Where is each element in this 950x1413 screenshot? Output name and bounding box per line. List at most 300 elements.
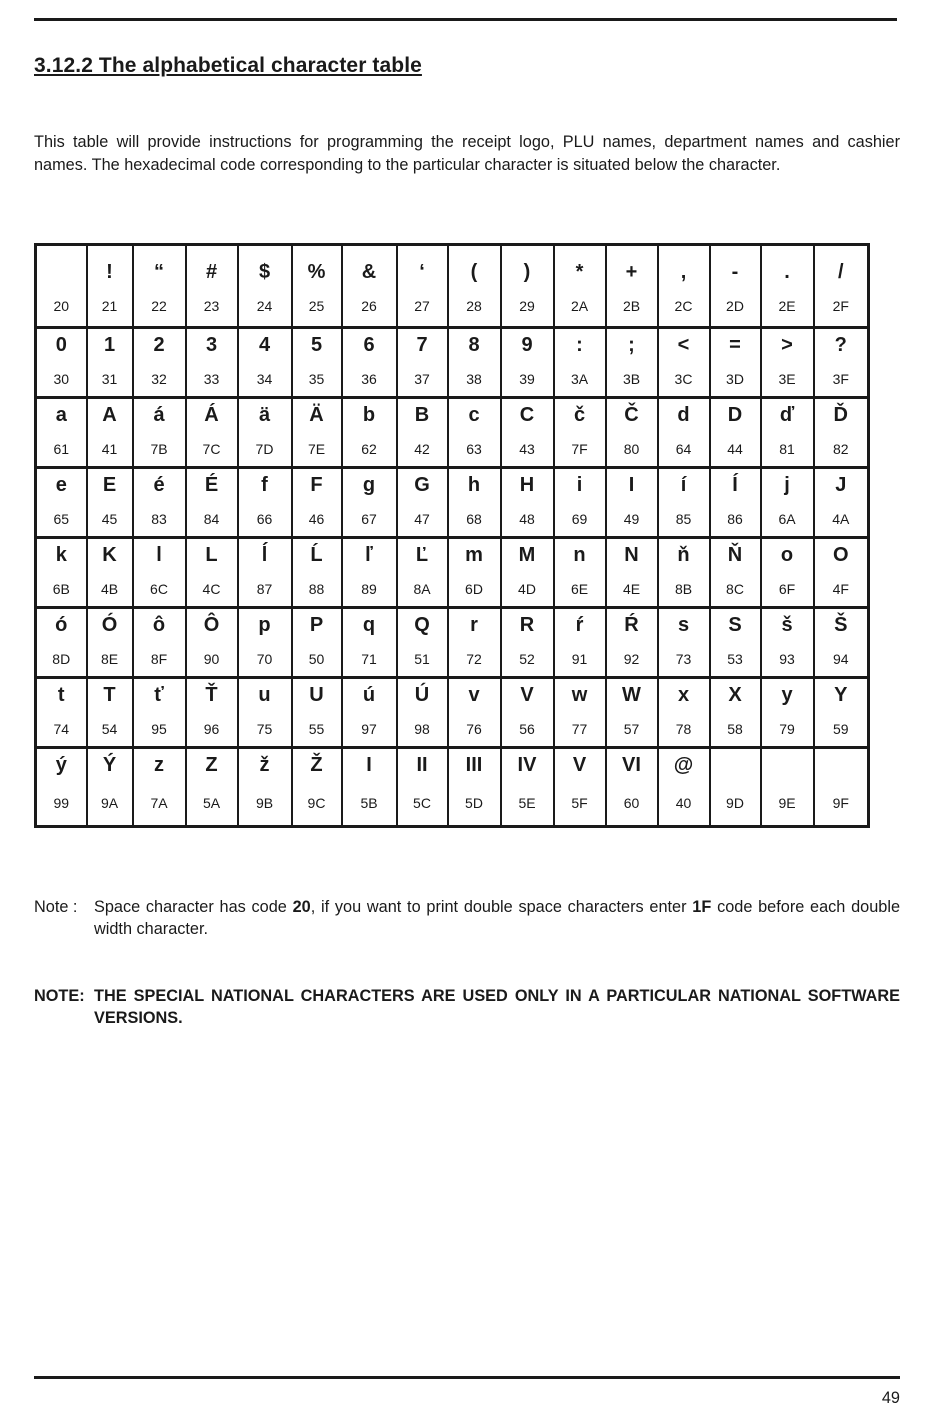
character-glyph: Š bbox=[834, 614, 848, 636]
character-cell bbox=[238, 328, 292, 398]
character-cell bbox=[761, 678, 814, 748]
character-glyph: á bbox=[153, 404, 165, 426]
character-glyph: ŕ bbox=[575, 614, 584, 636]
character-glyph: Ô bbox=[203, 614, 220, 636]
character-cell bbox=[814, 748, 869, 827]
character-cell bbox=[448, 748, 501, 827]
character-glyph: IV bbox=[517, 754, 537, 776]
hex-code: 49 bbox=[623, 511, 640, 527]
hex-code: 83 bbox=[151, 511, 167, 527]
table-row bbox=[36, 245, 869, 328]
hex-code: 8E bbox=[100, 651, 119, 667]
character-glyph: Ľ bbox=[415, 544, 429, 566]
character-cell bbox=[342, 398, 397, 468]
character-glyph: v bbox=[468, 684, 480, 706]
note-text bbox=[94, 896, 900, 940]
character-glyph: @ bbox=[673, 754, 694, 776]
character-cell bbox=[133, 398, 186, 468]
character-cell bbox=[186, 748, 238, 827]
character-glyph: 5 bbox=[310, 334, 323, 356]
hex-code: 80 bbox=[623, 441, 640, 457]
hex-code: 28 bbox=[466, 298, 482, 314]
character-cell bbox=[501, 468, 554, 538]
hex-code: 5E bbox=[518, 795, 536, 811]
hex-code: 51 bbox=[414, 651, 430, 667]
character-glyph: ô bbox=[152, 614, 166, 636]
hex-code: 59 bbox=[832, 721, 849, 737]
character-glyph: ž bbox=[259, 754, 270, 776]
bottom-rule bbox=[34, 1376, 900, 1379]
hex-code: 5A bbox=[202, 795, 221, 811]
character-cell bbox=[133, 608, 186, 678]
hex-code: 8F bbox=[150, 651, 168, 667]
character-cell bbox=[87, 468, 133, 538]
character-glyph: O bbox=[832, 544, 849, 566]
character-cell bbox=[87, 608, 133, 678]
hex-code: 89 bbox=[361, 581, 377, 597]
character-cell bbox=[658, 748, 710, 827]
character-glyph: m bbox=[465, 544, 483, 566]
page-number: 49 bbox=[881, 1389, 900, 1407]
character-glyph: V bbox=[572, 754, 587, 776]
character-glyph: - bbox=[731, 261, 739, 283]
character-cell bbox=[186, 398, 238, 468]
hex-code: 7A bbox=[150, 795, 168, 811]
hex-code: 22 bbox=[151, 298, 167, 314]
character-cell bbox=[36, 328, 87, 398]
hex-code: 66 bbox=[256, 511, 273, 527]
character-cell bbox=[448, 608, 501, 678]
character-glyph: B bbox=[414, 404, 430, 426]
character-glyph: ‘ bbox=[419, 261, 425, 283]
character-glyph: 7 bbox=[416, 334, 428, 356]
character-glyph: ? bbox=[834, 334, 847, 356]
character-glyph: ú bbox=[362, 684, 376, 706]
hex-code: 73 bbox=[675, 651, 692, 667]
character-cell bbox=[501, 398, 554, 468]
character-cell bbox=[761, 608, 814, 678]
hex-code: 57 bbox=[623, 721, 640, 737]
character-cell bbox=[606, 538, 658, 608]
hex-code: 3A bbox=[570, 371, 589, 387]
character-glyph: w bbox=[571, 684, 588, 706]
character-glyph: U bbox=[309, 684, 324, 706]
character-glyph: D bbox=[727, 404, 743, 426]
character-cell bbox=[397, 398, 448, 468]
hex-code: 33 bbox=[203, 371, 220, 387]
top-rule bbox=[34, 18, 897, 21]
hex-code: 84 bbox=[203, 511, 220, 527]
character-glyph: Ď bbox=[833, 404, 848, 426]
hex-code: 9A bbox=[100, 795, 119, 811]
hex-code: 32 bbox=[151, 371, 167, 387]
hex-code: 2A bbox=[570, 298, 589, 314]
character-glyph: t bbox=[57, 684, 65, 706]
character-glyph: ľ bbox=[365, 544, 373, 566]
character-glyph: e bbox=[55, 474, 67, 496]
character-glyph: ĺ bbox=[261, 544, 268, 566]
character-cell bbox=[342, 328, 397, 398]
character-glyph: J bbox=[835, 474, 847, 496]
hex-code: 30 bbox=[53, 371, 70, 387]
character-glyph: Ž bbox=[310, 754, 323, 776]
character-glyph: 1 bbox=[103, 334, 116, 356]
character-cell bbox=[761, 538, 814, 608]
character-glyph: III bbox=[465, 754, 483, 776]
character-cell bbox=[814, 538, 869, 608]
character-cell bbox=[501, 538, 554, 608]
character-cell bbox=[761, 468, 814, 538]
character-cell bbox=[186, 678, 238, 748]
character-cell bbox=[292, 748, 342, 827]
hex-code: 52 bbox=[519, 651, 535, 667]
character-cell bbox=[814, 245, 869, 328]
character-glyph: Č bbox=[624, 404, 639, 426]
character-cell bbox=[133, 328, 186, 398]
note-code-space: 20 bbox=[292, 898, 311, 916]
character-glyph: ó bbox=[55, 614, 68, 636]
character-glyph: b bbox=[362, 404, 376, 426]
hex-code: 90 bbox=[203, 651, 220, 667]
character-glyph: i bbox=[576, 474, 583, 496]
character-cell bbox=[710, 538, 761, 608]
hex-code: 7C bbox=[202, 441, 221, 457]
hex-code: 34 bbox=[256, 371, 273, 387]
character-cell bbox=[238, 468, 292, 538]
character-cell bbox=[87, 538, 133, 608]
character-cell bbox=[554, 468, 606, 538]
hex-code: 2B bbox=[622, 298, 641, 314]
character-cell bbox=[761, 245, 814, 328]
character-glyph: Ý bbox=[102, 754, 117, 776]
character-cell bbox=[342, 468, 397, 538]
character-cell bbox=[36, 608, 87, 678]
hex-code: 9D bbox=[726, 795, 744, 811]
character-cell bbox=[87, 748, 133, 827]
warning-label: NOTE: bbox=[34, 987, 85, 1005]
hex-code: 2F bbox=[832, 298, 849, 314]
warning-text: THE SPECIAL NATIONAL CHARACTERS ARE USED ONLY IN A PARTICULAR NATIONAL SOFTWARE VERSIONS. bbox=[94, 987, 900, 1027]
character-glyph: x bbox=[677, 684, 690, 706]
hex-code: 77 bbox=[571, 721, 588, 737]
character-glyph: č bbox=[573, 404, 586, 426]
table-row bbox=[36, 678, 869, 748]
hex-code: 4C bbox=[202, 581, 221, 597]
character-cell bbox=[658, 245, 710, 328]
character-glyph: % bbox=[307, 261, 326, 283]
character-glyph: l bbox=[156, 544, 162, 566]
character-glyph: P bbox=[309, 614, 324, 636]
character-glyph: I bbox=[628, 474, 635, 496]
hex-code: 46 bbox=[308, 511, 325, 527]
character-cell bbox=[342, 748, 397, 827]
character-glyph: N bbox=[624, 544, 639, 566]
hex-code: 38 bbox=[466, 371, 482, 387]
hex-code: 39 bbox=[519, 371, 535, 387]
hex-code: 4D bbox=[518, 581, 536, 597]
hex-code: 85 bbox=[675, 511, 692, 527]
hex-code: 3D bbox=[726, 371, 744, 387]
character-glyph: n bbox=[573, 544, 586, 566]
character-cell bbox=[606, 328, 658, 398]
character-cell bbox=[658, 398, 710, 468]
hex-code: 92 bbox=[623, 651, 640, 667]
hex-code: 5C bbox=[413, 795, 431, 811]
character-cell bbox=[133, 245, 186, 328]
character-glyph: q bbox=[362, 614, 376, 636]
character-glyph: 4 bbox=[258, 334, 271, 356]
note-text-part: code before each double width character. bbox=[94, 898, 900, 938]
character-table-body bbox=[36, 245, 869, 827]
character-cell bbox=[87, 398, 133, 468]
character-cell bbox=[36, 748, 87, 827]
character-glyph: ý bbox=[55, 754, 67, 776]
character-cell bbox=[36, 538, 87, 608]
character-glyph: E bbox=[102, 474, 117, 496]
character-glyph: d bbox=[677, 404, 690, 426]
character-cell bbox=[133, 538, 186, 608]
hex-code: 95 bbox=[151, 721, 167, 737]
note-label: Note : bbox=[34, 898, 78, 916]
hex-code: 6D bbox=[465, 581, 483, 597]
character-glyph: V bbox=[520, 684, 534, 706]
character-glyph: X bbox=[728, 684, 742, 706]
character-cell bbox=[501, 245, 554, 328]
character-cell bbox=[133, 748, 186, 827]
character-glyph: R bbox=[519, 614, 535, 636]
character-cell bbox=[710, 398, 761, 468]
character-cell bbox=[186, 328, 238, 398]
character-glyph: 9 bbox=[521, 334, 533, 356]
hex-code: 3F bbox=[832, 371, 849, 387]
hex-code: 65 bbox=[53, 511, 70, 527]
character-cell bbox=[501, 608, 554, 678]
hex-code: 99 bbox=[53, 795, 70, 811]
character-glyph: C bbox=[519, 404, 535, 426]
character-cell bbox=[292, 538, 342, 608]
hex-code: 44 bbox=[727, 441, 743, 457]
character-cell bbox=[238, 398, 292, 468]
character-glyph: j bbox=[784, 474, 790, 496]
hex-code: 40 bbox=[675, 795, 692, 811]
character-cell bbox=[710, 468, 761, 538]
hex-code: 63 bbox=[466, 441, 482, 457]
hex-code: 9B bbox=[255, 795, 274, 811]
character-glyph: u bbox=[258, 684, 271, 706]
hex-code: 3B bbox=[622, 371, 641, 387]
character-cell bbox=[342, 608, 397, 678]
hex-code: 76 bbox=[466, 721, 482, 737]
hex-code: 7E bbox=[307, 441, 326, 457]
character-glyph: 8 bbox=[468, 334, 480, 356]
hex-code: 24 bbox=[256, 298, 273, 314]
character-cell bbox=[554, 538, 606, 608]
note-text-part: , if you want to print double space characters enter bbox=[310, 898, 693, 916]
character-glyph: G bbox=[414, 474, 430, 496]
character-glyph: ť bbox=[154, 684, 164, 706]
character-cell bbox=[710, 678, 761, 748]
character-glyph: š bbox=[781, 614, 793, 636]
character-cell bbox=[87, 328, 133, 398]
character-glyph: Y bbox=[834, 684, 848, 706]
hex-code: 41 bbox=[101, 441, 118, 457]
hex-code: 7B bbox=[150, 441, 168, 457]
character-cell bbox=[710, 608, 761, 678]
character-cell bbox=[501, 328, 554, 398]
character-cell bbox=[36, 398, 87, 468]
hex-code: 9C bbox=[307, 795, 326, 811]
character-cell bbox=[710, 748, 761, 827]
hex-code: 45 bbox=[101, 511, 118, 527]
character-cell bbox=[501, 678, 554, 748]
character-cell bbox=[238, 748, 292, 827]
character-glyph: p bbox=[258, 614, 271, 636]
character-glyph: * bbox=[575, 261, 584, 283]
character-glyph: F bbox=[310, 474, 323, 496]
hex-code: 50 bbox=[308, 651, 325, 667]
hex-code: 2D bbox=[726, 298, 744, 314]
character-cell bbox=[87, 245, 133, 328]
character-glyph: ä bbox=[258, 404, 271, 426]
character-cell bbox=[658, 328, 710, 398]
character-cell bbox=[606, 398, 658, 468]
character-cell bbox=[658, 468, 710, 538]
hex-code: 21 bbox=[101, 298, 118, 314]
hex-code: 7D bbox=[255, 441, 274, 457]
character-cell bbox=[606, 245, 658, 328]
character-glyph: 6 bbox=[363, 334, 375, 356]
character-cell bbox=[133, 678, 186, 748]
character-cell bbox=[814, 328, 869, 398]
character-glyph: , bbox=[680, 261, 687, 283]
hex-code: 2C bbox=[674, 298, 693, 314]
character-glyph: ; bbox=[628, 334, 635, 356]
character-cell bbox=[448, 538, 501, 608]
hex-code: 62 bbox=[361, 441, 377, 457]
hex-code: 82 bbox=[832, 441, 849, 457]
character-cell bbox=[238, 245, 292, 328]
section-title: 3.12.2 The alphabetical character table bbox=[34, 54, 422, 77]
character-cell bbox=[448, 328, 501, 398]
character-cell bbox=[397, 328, 448, 398]
hex-code: 47 bbox=[414, 511, 430, 527]
character-cell bbox=[606, 468, 658, 538]
character-glyph: É bbox=[204, 474, 219, 496]
hex-code: 5F bbox=[571, 795, 588, 811]
character-cell bbox=[448, 245, 501, 328]
note-code-double: 1F bbox=[692, 898, 712, 916]
character-glyph: H bbox=[519, 474, 535, 496]
character-cell bbox=[36, 678, 87, 748]
hex-code: 4E bbox=[622, 581, 641, 597]
hex-code: 61 bbox=[53, 441, 70, 457]
character-cell bbox=[292, 245, 342, 328]
hex-code: 5B bbox=[360, 795, 378, 811]
character-cell bbox=[761, 328, 814, 398]
character-cell bbox=[448, 468, 501, 538]
hex-code: 4F bbox=[832, 581, 849, 597]
character-glyph: y bbox=[781, 684, 793, 706]
character-cell bbox=[761, 748, 814, 827]
character-glyph: K bbox=[102, 544, 117, 566]
hex-code: 23 bbox=[203, 298, 220, 314]
hex-code: 69 bbox=[571, 511, 588, 527]
character-glyph: M bbox=[518, 544, 536, 566]
character-cell bbox=[397, 538, 448, 608]
character-glyph: h bbox=[467, 474, 481, 496]
character-cell bbox=[658, 608, 710, 678]
character-glyph: II bbox=[416, 754, 428, 776]
character-glyph: Ŕ bbox=[624, 614, 639, 636]
character-cell bbox=[342, 678, 397, 748]
hex-code: 97 bbox=[361, 721, 377, 737]
hex-code: 27 bbox=[414, 298, 430, 314]
hex-code: 3C bbox=[674, 371, 693, 387]
hex-code: 60 bbox=[623, 795, 640, 811]
character-cell bbox=[814, 608, 869, 678]
hex-code: 91 bbox=[571, 651, 588, 667]
character-glyph: . bbox=[784, 261, 790, 283]
character-glyph: Ú bbox=[414, 684, 430, 706]
table-row bbox=[36, 328, 869, 398]
hex-code: 58 bbox=[727, 721, 743, 737]
character-glyph: ! bbox=[106, 261, 113, 283]
hex-code: 98 bbox=[414, 721, 430, 737]
character-cell bbox=[710, 245, 761, 328]
character-glyph: z bbox=[154, 754, 164, 776]
hex-code: 26 bbox=[361, 298, 377, 314]
hex-code: 42 bbox=[414, 441, 430, 457]
character-cell bbox=[36, 245, 87, 328]
character-glyph: Á bbox=[204, 404, 219, 426]
character-glyph: r bbox=[470, 614, 478, 636]
hex-code: 75 bbox=[256, 721, 273, 737]
hex-code: 78 bbox=[675, 721, 692, 737]
character-cell bbox=[133, 468, 186, 538]
hex-code: 35 bbox=[308, 371, 325, 387]
hex-code: 88 bbox=[308, 581, 325, 597]
character-glyph: > bbox=[781, 334, 793, 356]
warning-block bbox=[34, 985, 900, 1029]
character-cell bbox=[448, 398, 501, 468]
character-cell bbox=[606, 748, 658, 827]
hex-code: 8C bbox=[726, 581, 744, 597]
character-glyph: í bbox=[680, 474, 687, 496]
hex-code: 94 bbox=[832, 651, 849, 667]
character-glyph: a bbox=[55, 404, 67, 426]
hex-code: 6C bbox=[150, 581, 168, 597]
character-glyph: ( bbox=[470, 261, 478, 283]
hex-code: 37 bbox=[414, 371, 430, 387]
character-cell bbox=[238, 608, 292, 678]
hex-code: 70 bbox=[256, 651, 273, 667]
character-cell bbox=[814, 678, 869, 748]
character-glyph bbox=[762, 753, 813, 777]
character-glyph: W bbox=[622, 684, 641, 706]
character-cell bbox=[554, 398, 606, 468]
hex-code: 36 bbox=[361, 371, 377, 387]
character-glyph: g bbox=[362, 474, 376, 496]
character-glyph bbox=[815, 753, 868, 777]
hex-code: 4B bbox=[100, 581, 119, 597]
hex-code: 8B bbox=[674, 581, 693, 597]
character-cell bbox=[292, 608, 342, 678]
character-cell bbox=[36, 468, 87, 538]
character-cell bbox=[397, 468, 448, 538]
hex-code: 56 bbox=[519, 721, 535, 737]
hex-code: 81 bbox=[779, 441, 795, 457]
character-cell bbox=[397, 608, 448, 678]
